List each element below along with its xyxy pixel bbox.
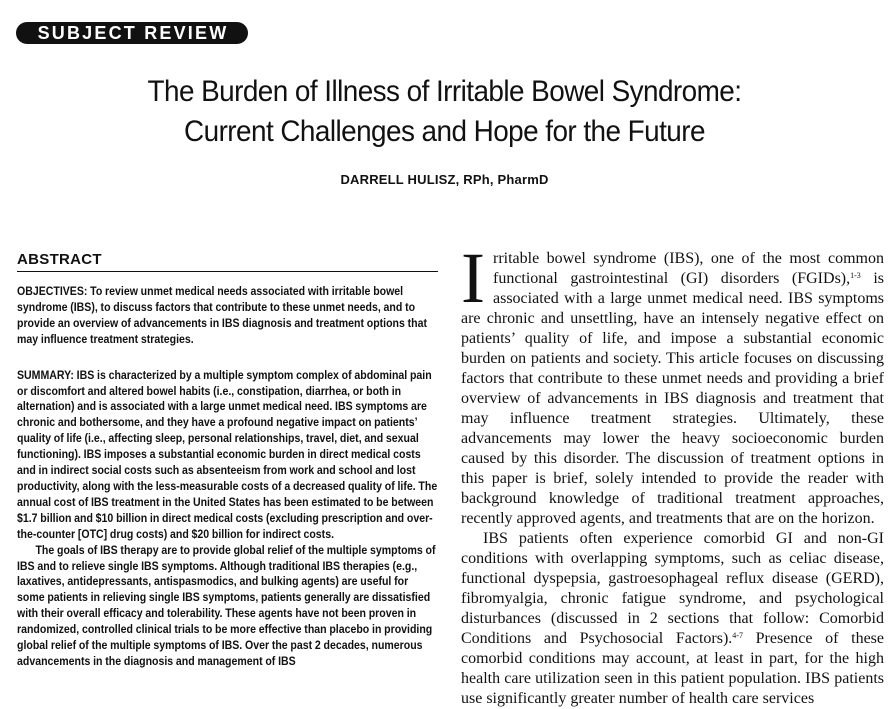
- abstract-summary: SUMMARY: IBS is characterized by a multiple symptom complex of abdominal pain or discomfort and altered bowel habits (i.e., constipation, diarrhea, or both in alternation) and is associated with a large unmet medical need. IBS symptoms are chronic and bothersome, and they have a profound negative impact on patients’ quality of life (i.e., affecting sleep, personal relationships, travel, diet, and sexual functioning). IBS imposes a substantial economic burden in direct medical costs and in indirect social costs such as absenteeism from work and school and lost productivity, along with the less-measurable costs of a decreased quality of life. The annual cost of IBS treatment in the United States has been estimated to be between $1.7 billion and $10 billion in direct medical costs (excluding prescription and over-the-counter [OTC] drug costs) and $20 billion for indirect costs.: [17, 367, 438, 541]
- intro-paragraph: [461, 238, 884, 529]
- title-line-2: Current Challenges and Hope for the Future: [184, 115, 705, 148]
- comorbid-paragraph: [461, 529, 884, 709]
- abstract-objectives: OBJECTIVES: To review unmet medical needs associated with irritable bowel syndrome (IBS), to discuss factors that contribute to these unmet needs, and to provide an overview of advancements in IBS diagnosis and treatment options that may influence treatment strategies.: [17, 284, 427, 346]
- abstract-heading: ABSTRACT: [17, 250, 438, 272]
- abstract-column: [17, 250, 438, 670]
- abstract-goals: The goals of IBS therapy are to provide global relief of the multiple symptoms of IBS and to relieve single IBS symptoms. Although traditional IBS therapies (e.g., laxatives, antidepressants, antispasmodics, and bulking agents) are useful for some patients in relieving single IBS symptoms, patients generally are dissatisfied with their overall efficacy and tolerability. These agents have not been proven in randomized, controlled clinical trials to be more effective than placebo in providing global relief of the multiple symptoms of IBS. Over the past 2 decades, numerous advancements in the diagnosis and management of IBS: [17, 542, 436, 668]
- body-column: [461, 238, 885, 709]
- intro-text-a: rritable bowel syndrome (IBS), one of the most common functional gastrointestinal (GI) disorders (FGIDs),: [492, 250, 884, 287]
- comorbid-text-a: IBS patients often experience comorbid GI and non-GI conditions with overlapping symptoms, such as celiac disease, functional dyspepsia, gastroesophageal reflux disease (GERD), fibromyalgia, chronic fatigue syndrome, and psychological disturbances (discussed in 2 sections that follow: Comorbid Conditions and Psychosocial Factors).: [461, 530, 884, 647]
- intro-text-b: is associated with a large unmet medical need. IBS symptoms are chronic and unsettling, have an intensely negative effect on patients’ quality of life, and impose a substantial economic burden on patients and society. This article focuses on discussing factors that contribute to these unmet needs and providing a brief overview of advancements in IBS diagnosis and treatment that may influence treatment strategies. Ultimately, these advancements may lower the heavy socioeconomic burden caused by this disorder. The discussion of treatment options in this paper is brief, solely intended to provide the reader with background knowledge of traditional treatment approaches, recently approved agents, and treatments that are on the horizon.: [461, 270, 884, 527]
- citation-ref: 1-3: [850, 271, 861, 280]
- section-label: SUBJECT REVIEW: [16, 22, 248, 44]
- drop-cap: I: [461, 238, 485, 318]
- author-byline: DARRELL HULISZ, RPh, PharmD: [340, 172, 549, 187]
- comorbid-text-b: Presence of these comorbid conditions may account, at least in part, for the high health care utilization seen in this patient population. IBS patients use significantly greater number of health care services: [461, 630, 885, 707]
- title-line-1: The Burden of Illness of Irritable Bowel Syndrome:: [147, 75, 742, 108]
- citation-ref: 4-7: [732, 631, 743, 640]
- article-title: [31, 72, 858, 152]
